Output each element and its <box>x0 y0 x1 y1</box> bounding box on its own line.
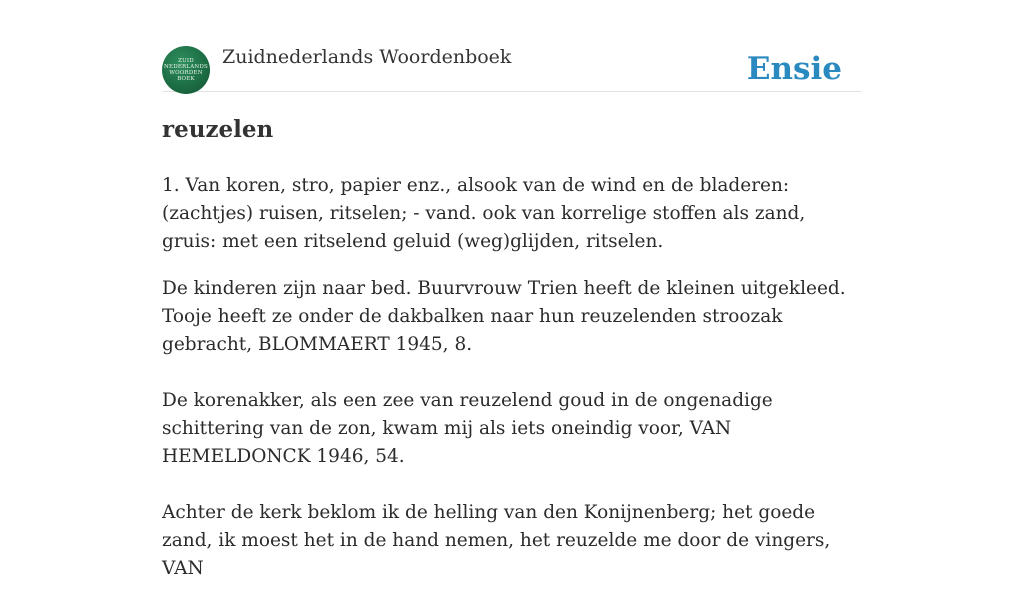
brand-logo-link[interactable]: Ensie <box>746 51 842 87</box>
entry-content <box>162 112 862 611</box>
site-logo[interactable] <box>162 46 210 94</box>
entry-title: reuzelen <box>162 116 274 143</box>
logo-text-line-2: NEDERLANDS <box>163 64 208 70</box>
entry-example: De kinderen zijn naar bed. Buurvrouw Trien heeft de kleinen uitgekleed. Tooje heeft ze onder de dakbalken naar hun reuzelenden stroozak gebracht, BLOMMAERT 1945, 8. <box>162 278 846 355</box>
site-name-link[interactable]: Zuidnederlands Woordenboek <box>222 46 512 68</box>
site-header <box>162 46 862 92</box>
logo-text-line-1: ZUID <box>178 58 194 64</box>
entry-definition: 1. Van koren, stro, papier enz., alsook van de wind en de bladeren: (zachtjes) ruisen, ritselen; - vand. ook van korrelige stoffen als zand, gruis: met een ritselend geluid (weg)glijden, ritselen. <box>162 175 806 252</box>
entry-example: Achter de kerk beklom ik de helling van den Konijnenberg; het goede zand, ik moest het in de hand nemen, het reuzelde me door de vingers, VAN <box>162 502 831 579</box>
logo-text-line-4: BOEK <box>177 76 195 82</box>
entry-example: De korenakker, als een zee van reuzelend goud in de ongenadige schittering van de zon, kwam mij als iets oneindig voor, VAN HEMELDONCK 1946, 54. <box>162 390 773 467</box>
logo-text-line-3: WOORDEN <box>169 70 203 76</box>
